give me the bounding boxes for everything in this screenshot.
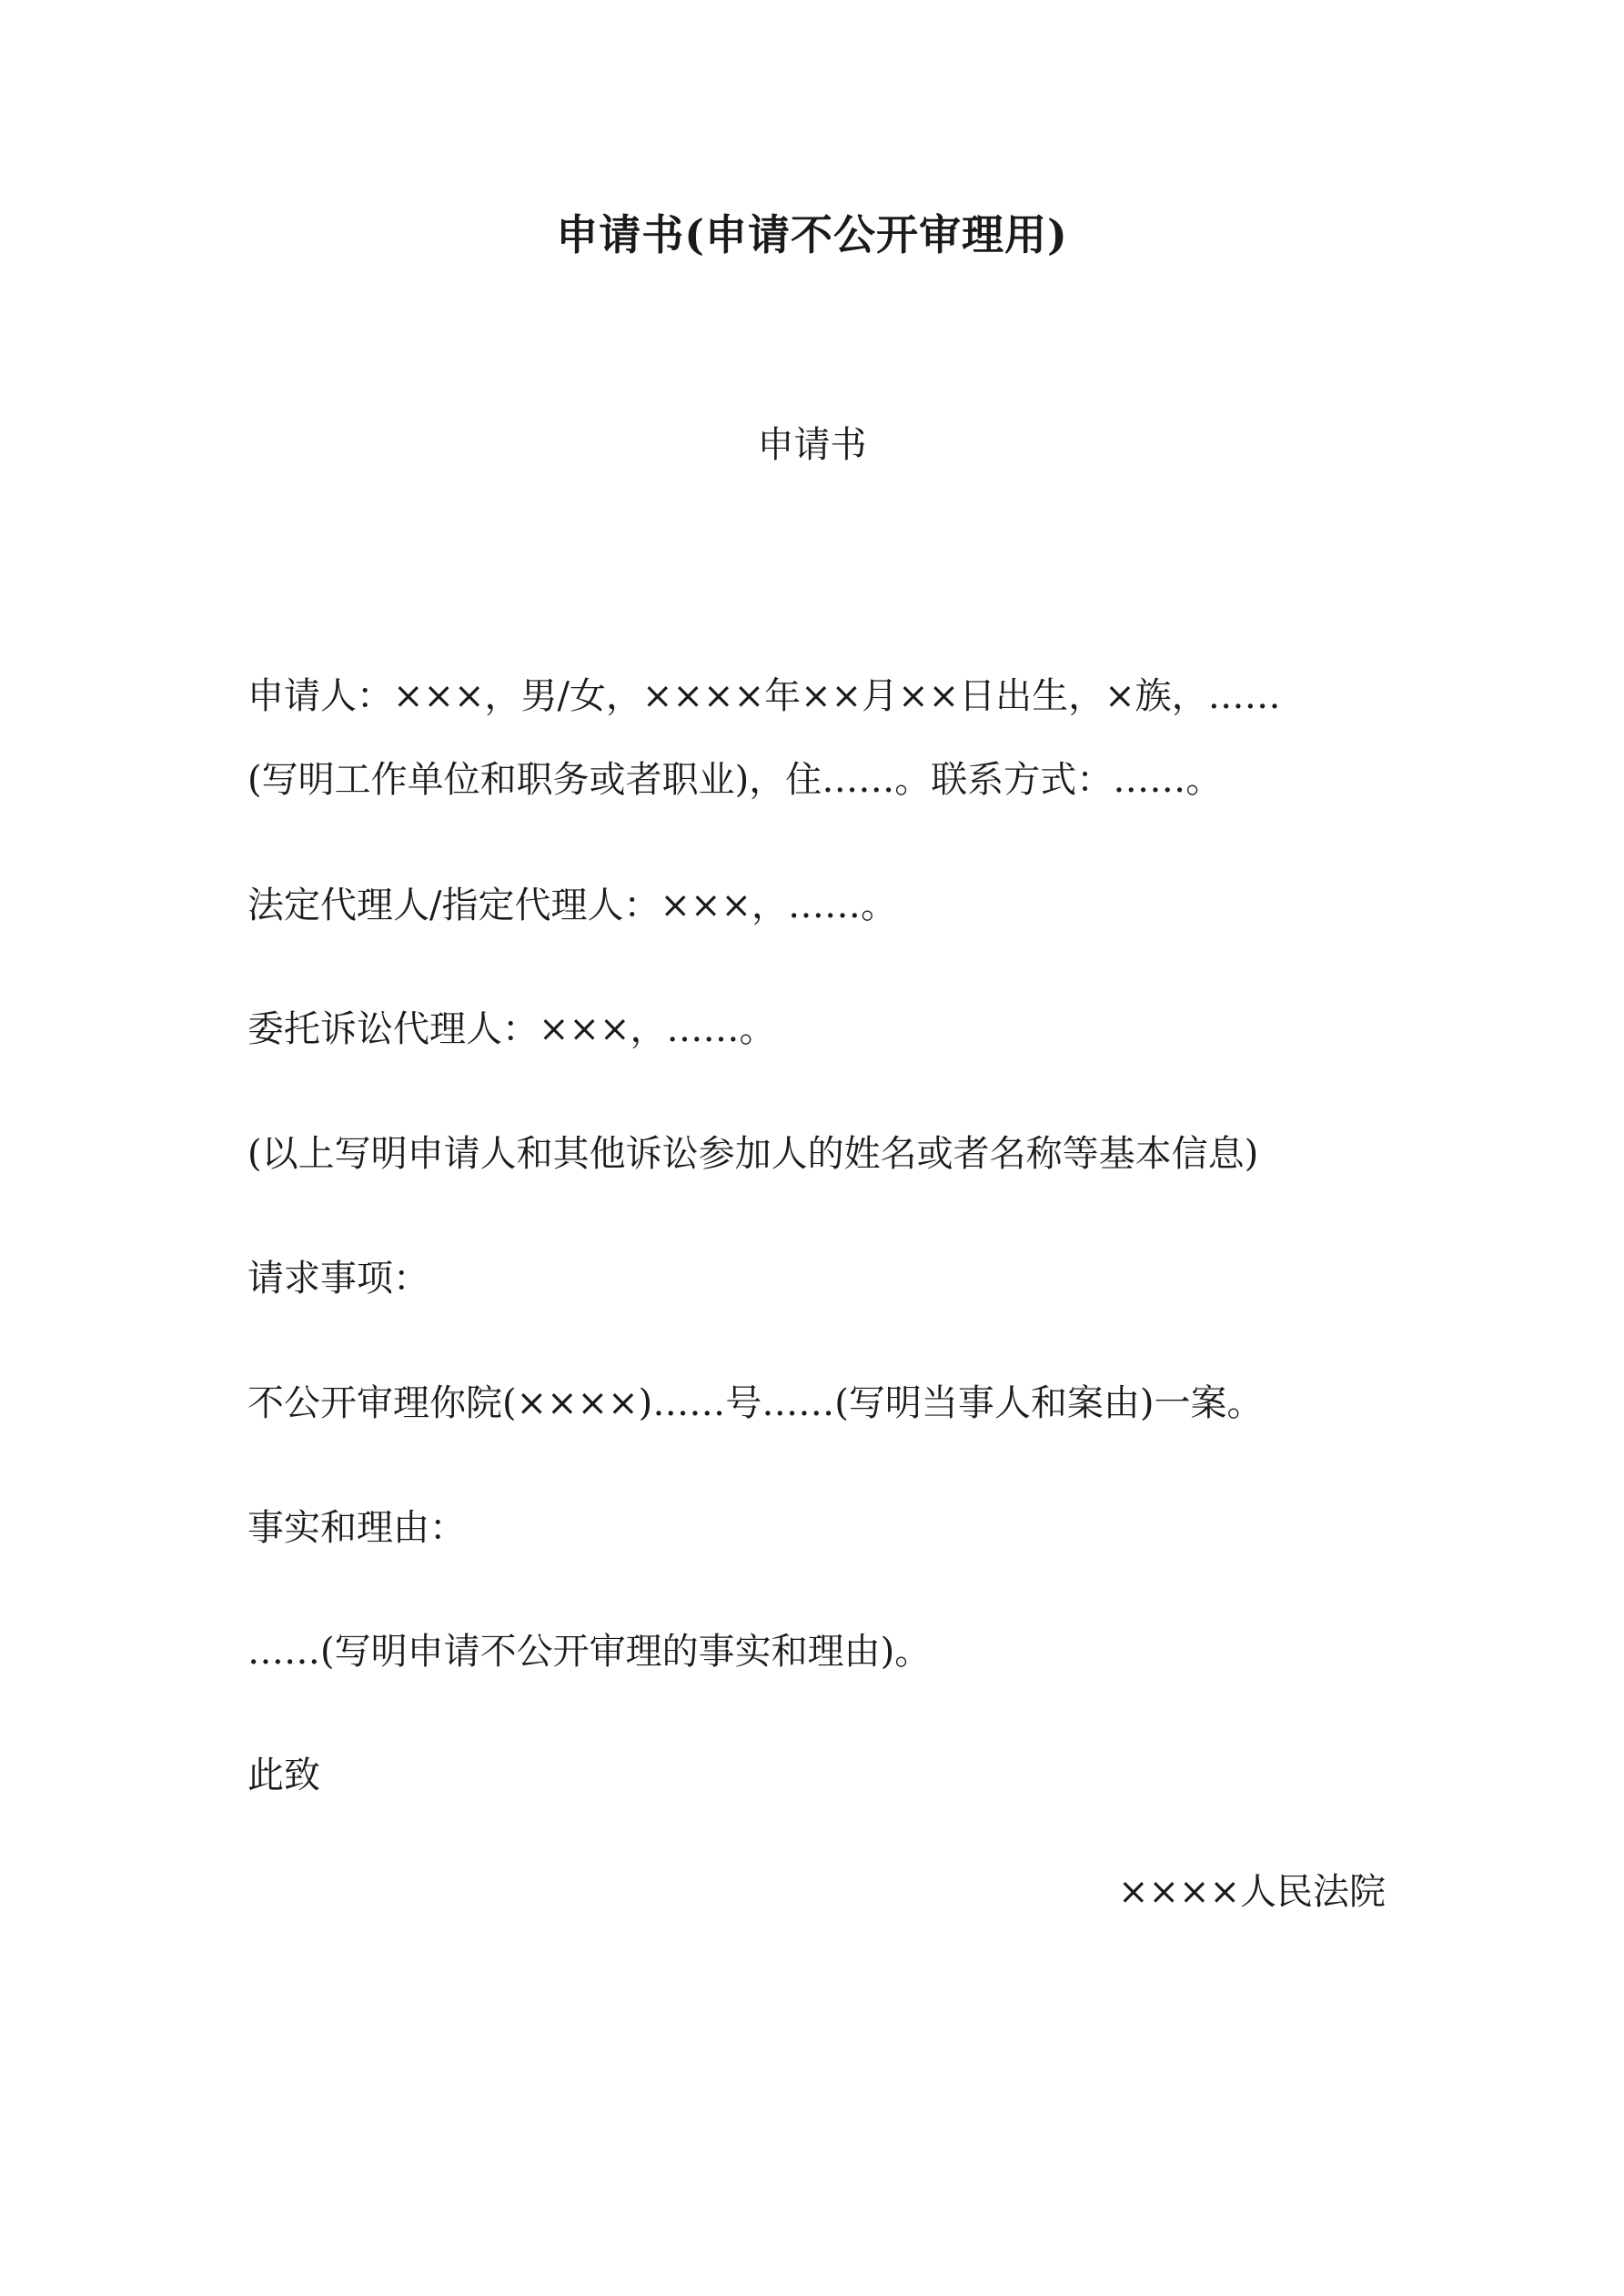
- request-heading: 请求事项：: [247, 1258, 429, 1300]
- request-body: 不公开审理你院(××××)……号……(写明当事人和案由)一案。: [247, 1382, 1264, 1424]
- facts-body: ……(写明申请不公开审理的事实和理由)。: [247, 1631, 932, 1673]
- legal-agent-line: 法定代理人/指定代理人：×××，……。: [247, 885, 898, 926]
- closing-salutation: 此致: [247, 1755, 320, 1796]
- applicant-line-1: 申请人：×××，男/女，××××年××月××日出生，×族，……: [247, 675, 1281, 717]
- document-subtitle: 申请书: [757, 424, 867, 466]
- applicant-line-2: (写明工作单位和职务或者职业)，住……。联系方式：……。: [247, 759, 1223, 801]
- court-name: ××××人民法院: [1117, 1871, 1386, 1913]
- basic-info-note: (以上写明申请人和其他诉讼参加人的姓名或者名称等基本信息): [247, 1133, 1259, 1175]
- litigation-agent-line: 委托诉讼代理人：×××，……。: [247, 1008, 776, 1050]
- facts-heading: 事实和理由：: [247, 1507, 466, 1549]
- document-title: 申请书(申请不公开审理用): [556, 210, 1068, 259]
